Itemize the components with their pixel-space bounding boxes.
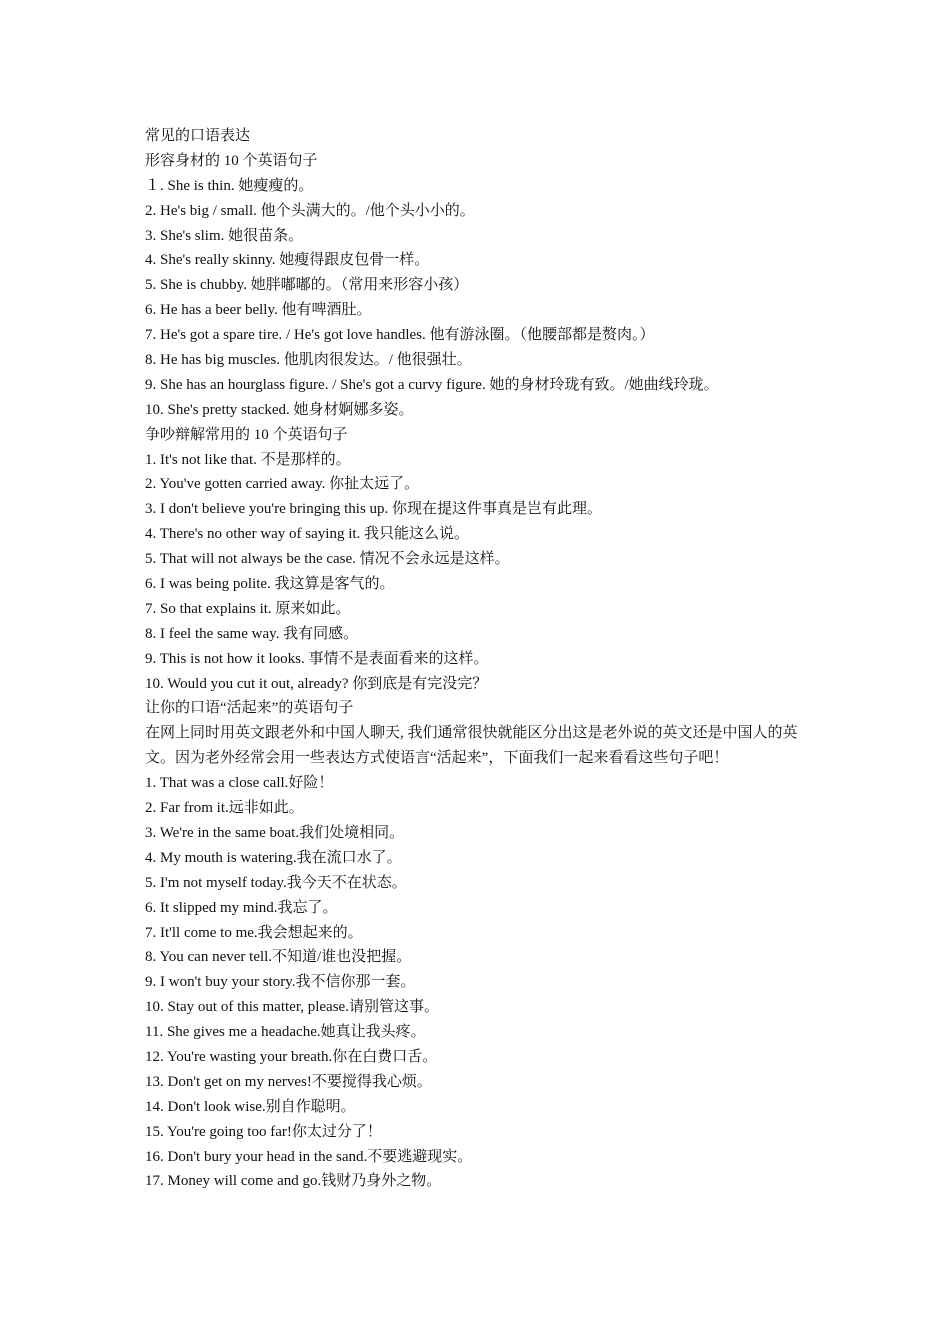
list-item: 2. He's big / small. 他个头满大的。/他个头小小的。 — [145, 202, 475, 219]
list-item: 8. I feel the same way. 我有同感。 — [145, 625, 359, 642]
section-intro-paragraph: 在网上同时用英文跟老外和中国人聊天, 我们通常很快就能区分出这是老外说的英文还是中国人的英文。因为老外经常会用一些表达方式使语言“活起来”，下面我们一起来看看这些句子吧！ — [145, 725, 798, 767]
list-item: 10. Stay out of this matter, please.请别管这事。 — [145, 999, 439, 1016]
list-item: 7. It'll come to me.我会想起来的。 — [145, 924, 363, 941]
list-item: 5. I'm not myself today.我今天不在状态。 — [145, 874, 407, 891]
list-item: 3. She's slim. 她很苗条。 — [145, 227, 304, 244]
list-item: 4. There's no other way of saying it. 我只能这么说。 — [145, 526, 470, 543]
list-item: 1. That was a close call.好险！ — [145, 775, 334, 792]
list-item: 8. He has big muscles. 他肌肉很发达。/ 他很强壮。 — [145, 352, 472, 369]
list-item: 4. My mouth is watering.我在流口水了。 — [145, 849, 402, 866]
list-item: 9. I won't buy your story.我不信你那一套。 — [145, 974, 416, 991]
section-heading-body-shape: 形容身材的 10 个英语句子 — [145, 152, 318, 169]
list-item: 10. She's pretty stacked. 她身材婀娜多姿。 — [145, 401, 414, 418]
list-item: 11. She gives me a headache.她真让我头疼。 — [145, 1024, 426, 1041]
list-item: 9. She has an hourglass figure. / She's got a curvy figure. 她的身材玲珑有致。/她曲线玲珑。 — [145, 376, 719, 393]
list-item: 12. You're wasting your breath.你在白费口舌。 — [145, 1048, 438, 1065]
document-body — [145, 124, 815, 1194]
list-item: 2. You've gotten carried away. 你扯太远了。 — [145, 476, 420, 493]
list-item: 5. She is chubby. 她胖嘟嘟的。（常用来形容小孩） — [145, 277, 469, 294]
list-item: 5. That will not always be the case. 情况不会永远是这样。 — [145, 551, 510, 568]
list-item: 3. I don't believe you're bringing this up. 你现在提这件事真是岂有此理。 — [145, 501, 603, 518]
list-item: 10. Would you cut it out, already? 你到底是有完没完？ — [145, 675, 488, 692]
list-item: 17. Money will come and go.钱财乃身外之物。 — [145, 1173, 442, 1190]
list-item: 16. Don't bury your head in the sand.不要逃避现实。 — [145, 1148, 473, 1165]
list-item: 1. It's not like that. 不是那样的。 — [145, 451, 351, 468]
list-item: 7. So that explains it. 原来如此。 — [145, 600, 351, 617]
list-item: 2. Far from it.远非如此。 — [145, 800, 304, 817]
list-item: 4. She's really skinny. 她瘦得跟皮包骨一样。 — [145, 252, 430, 269]
list-item: 3. We're in the same boat.我们处境相同。 — [145, 824, 405, 841]
list-item: 6. I was being polite. 我这算是客气的。 — [145, 576, 395, 593]
list-item: 8. You can never tell.不知道/谁也没把握。 — [145, 949, 412, 966]
section-heading-lively: 让你的口语“活起来”的英语句子 — [145, 700, 354, 717]
document-title: 常见的口语表达 — [145, 128, 251, 144]
list-item: 9. This is not how it looks. 事情不是表面看来的这样。 — [145, 650, 489, 667]
list-item: 7. He's got a spare tire. / He's got love handles. 他有游泳圈。（他腰部都是赘肉。） — [145, 327, 655, 344]
list-item: 6. It slipped my mind.我忘了。 — [145, 899, 338, 916]
list-item: 15. You're going too far!你太过分了！ — [145, 1123, 382, 1140]
section-heading-arguing: 争吵辩解常用的 10 个英语句子 — [145, 426, 348, 443]
list-item: １. She is thin. 她瘦瘦的。 — [145, 177, 314, 194]
list-item: 13. Don't get on my nerves!不要搅得我心烦。 — [145, 1073, 432, 1090]
list-item: 14. Don't look wise.别自作聪明。 — [145, 1098, 356, 1115]
list-item: 6. He has a beer belly. 他有啤酒肚。 — [145, 302, 372, 319]
